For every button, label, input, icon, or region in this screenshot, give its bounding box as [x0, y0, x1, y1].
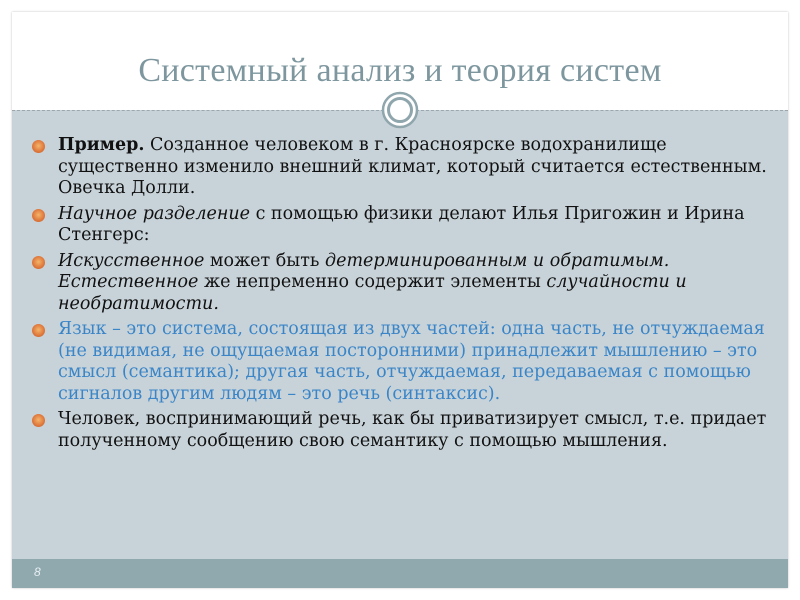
orange-dot-icon [32, 324, 45, 337]
item-italic-part: случайности и необратимости. [58, 272, 687, 314]
slide [12, 12, 788, 588]
item-lead-italic: Научное разделение [58, 203, 250, 224]
list-item [28, 409, 768, 452]
list-item [28, 135, 768, 200]
slide-footer [12, 559, 788, 588]
slide-content [28, 135, 768, 456]
item-text: с помощью физики делают Илья Пригожин и Ирина Стенгерс: [58, 203, 745, 245]
list-item [28, 204, 768, 247]
item-italic-part: детерминированным и обратимым. Естественное [58, 250, 670, 292]
item-text: Созданное человеком в г. Красноярске водохранилище существенно изменило внешний климат, который считается естественным. Овечка Долли. [58, 135, 767, 198]
orange-dot-icon [32, 414, 45, 427]
orange-dot-icon [32, 209, 45, 222]
item-text-part: же непременно содержит элементы [198, 272, 547, 292]
list-item [28, 319, 768, 405]
item-italic-part: Искусственное [58, 250, 205, 271]
list-item [28, 251, 768, 316]
slide-title: Системный анализ и теория систем [138, 52, 662, 89]
item-text-part: может быть [204, 250, 326, 271]
orange-dot-icon [32, 256, 45, 269]
item-lead-bold: Пример. [58, 135, 145, 155]
page-number: 8 [34, 565, 41, 579]
item-text: Язык – это система, состоящая из двух частей: одна часть, не отчуждаемая (не видимая, не ощущаемая посторонними) принадлежит мышлению – это смысл (семантика); другая часть, отчуждаемая, передаваемая с помощью сигналов другим людям – это речь (синтаксис). [58, 319, 765, 404]
item-text: Человек, воспринимающий речь, как бы приватизирует смысл, т.е. придает полученному сообщению свою семантику с помощью мышления. [58, 409, 767, 451]
orange-dot-icon [32, 140, 45, 153]
double-ring-icon [381, 91, 419, 129]
